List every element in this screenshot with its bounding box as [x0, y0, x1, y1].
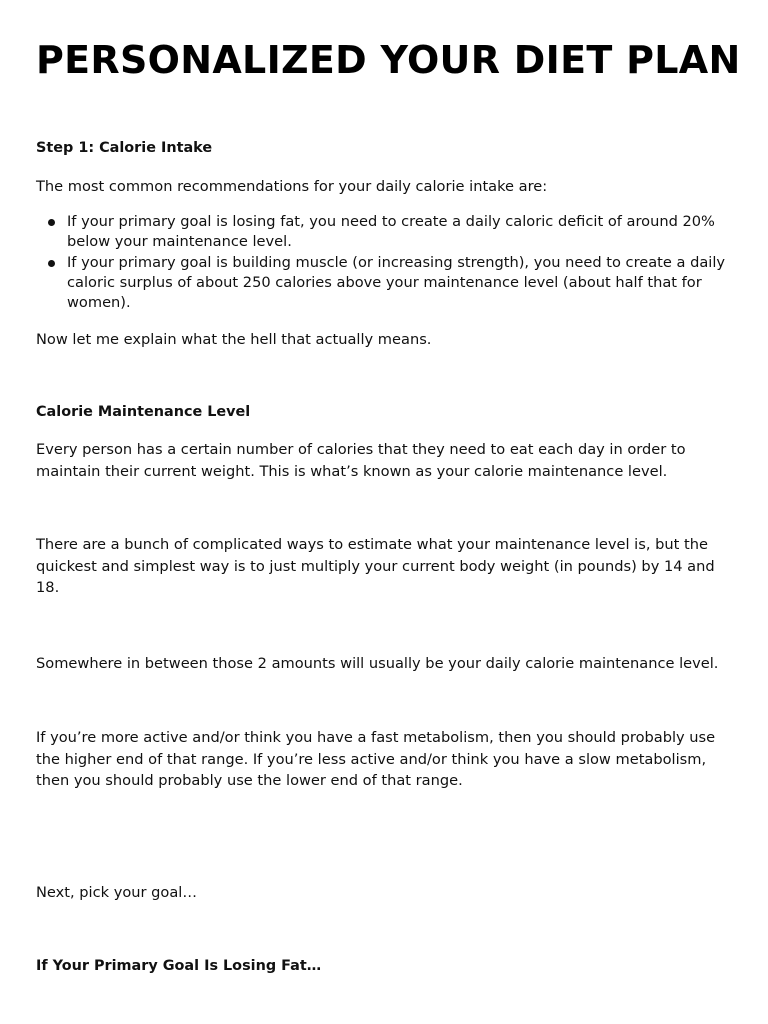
maintenance-paragraph-4: If you’re more active and/or think you have a fast metabolism, then you should probably use the higher end of that range. If you’re less active and/or think you have a slow metabolism, then you should probably use the lower end of that range.	[36, 729, 716, 789]
bullet-icon	[48, 260, 55, 267]
list-item	[36, 212, 736, 252]
maintenance-heading: Calorie Maintenance Level	[36, 404, 251, 420]
maintenance-paragraph-2: There are a bunch of complicated ways to estimate what your maintenance level is, but the quickest and simplest way is to just multiply your current body weight (in pounds) by 14 and 18.	[36, 536, 715, 596]
list-item-text: If your primary goal is building muscle (or increasing strength), you need to create a daily caloric surplus of about 250 calories above your maintenance level (about half that for women).	[67, 254, 726, 311]
page-title: PERSONALIZED YOUR DIET PLAN	[36, 38, 741, 82]
step1-heading: Step 1: Calorie Intake	[36, 140, 213, 156]
bullet-icon	[48, 219, 55, 226]
goal-heading: If Your Primary Goal Is Losing Fat…	[36, 958, 322, 974]
maintenance-paragraph-3: Somewhere in between those 2 amounts will usually be your daily calorie maintenance level.	[36, 655, 719, 672]
next-paragraph: Next, pick your goal…	[36, 884, 197, 901]
maintenance-paragraph-1: Every person has a certain number of calories that they need to eat each day in order to maintain their current weight. This is what’s known as your calorie maintenance level.	[36, 441, 686, 480]
explain-paragraph: Now let me explain what the hell that actually means.	[36, 331, 432, 348]
intro-paragraph: The most common recommendations for your daily calorie intake are:	[36, 178, 548, 195]
recommendation-list	[36, 212, 736, 313]
list-item	[36, 253, 736, 313]
list-item-text: If your primary goal is losing fat, you need to create a daily caloric deficit of around 20% below your maintenance level.	[67, 213, 715, 250]
